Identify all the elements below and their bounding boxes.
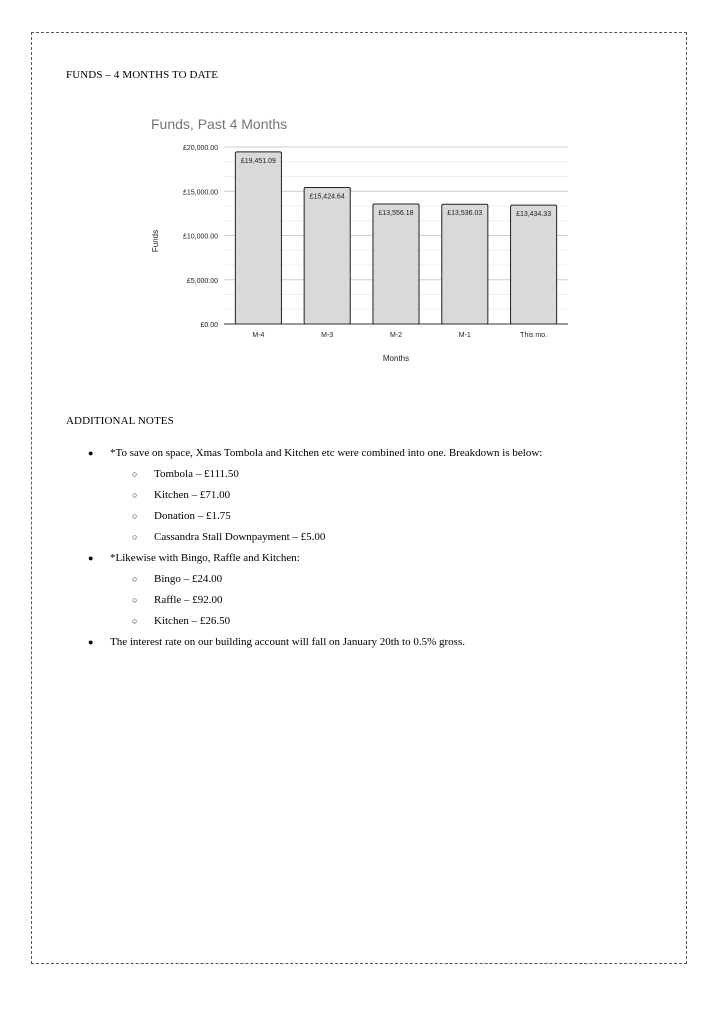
x-tick-label: M-1 <box>458 332 471 339</box>
bar-data-label: £13,556.18 <box>378 210 414 218</box>
x-tick-label: M-3 <box>321 332 334 339</box>
bar-data-label: £13,536.03 <box>447 210 483 218</box>
note-text: *Likewise with Bingo, Raffle and Kitchen: <box>110 552 300 564</box>
note-text: *To save on space, Xmas Tombola and Kitchen etc were combined into one. Breakdown is below: <box>110 447 543 459</box>
bullet-icon: ● <box>88 637 94 647</box>
bar-data-label: £19,451.09 <box>240 157 276 165</box>
chart-y-ticks <box>183 145 218 329</box>
note-sub-text: Raffle – £92.00 <box>154 594 223 606</box>
chart-title: Funds, Past 4 Months <box>151 116 288 132</box>
note-sub-text: Kitchen – £71.00 <box>154 489 231 501</box>
y-tick-label: £0.00 <box>200 322 218 329</box>
chart-bars <box>235 152 556 324</box>
sub-bullet-icon: ○ <box>132 616 138 626</box>
chart-x-ticks <box>252 332 547 339</box>
note-sub-text: Bingo – £24.00 <box>154 573 223 585</box>
bar-data-label: £13,434.33 <box>516 211 552 219</box>
sub-bullet-icon: ○ <box>132 595 138 605</box>
y-tick-label: £5,000.00 <box>186 277 218 285</box>
note-text: The interest rate on our building account will fall on January 20th to 0.5% gross. <box>110 636 465 648</box>
x-tick-label: M-2 <box>389 332 403 339</box>
y-tick-label: £10,000.00 <box>182 233 218 241</box>
sub-bullet-icon: ○ <box>132 532 138 542</box>
note-sub-text: Kitchen – £26.50 <box>154 615 231 627</box>
x-tick-label: M-4 <box>252 332 265 339</box>
bar-m-1 <box>442 204 488 324</box>
y-tick-label: £20,000.00 <box>182 145 218 152</box>
bullet-icon: ● <box>88 448 94 458</box>
bar-data-label: £15,424.64 <box>309 193 345 201</box>
bar-m-2 <box>373 204 419 324</box>
note-sub-text: Cassandra Stall Downpayment – £5.00 <box>154 531 326 543</box>
bar-this-mo <box>511 205 557 324</box>
note-sub-text: Donation – £1.75 <box>154 510 231 522</box>
bullet-icon: ● <box>88 553 94 563</box>
y-axis-label: Funds <box>151 229 160 253</box>
sub-bullet-icon: ○ <box>132 511 138 521</box>
sub-bullet-icon: ○ <box>132 469 138 479</box>
funds-bar-chart <box>140 108 580 370</box>
funds-heading: FUNDS – 4 MONTHS TO DATE <box>66 69 219 81</box>
sub-bullet-icon: ○ <box>132 574 138 584</box>
note-sub-text: Tombola – £111.50 <box>154 468 239 480</box>
notes-heading: ADDITIONAL NOTES <box>66 415 174 427</box>
y-tick-label: £15,000.00 <box>182 189 218 197</box>
bar-m-3 <box>304 187 350 324</box>
x-axis-label: Months <box>382 354 410 363</box>
bar-m-4 <box>235 152 281 324</box>
x-tick-label: This mo. <box>520 332 548 339</box>
sub-bullet-icon: ○ <box>132 490 138 500</box>
